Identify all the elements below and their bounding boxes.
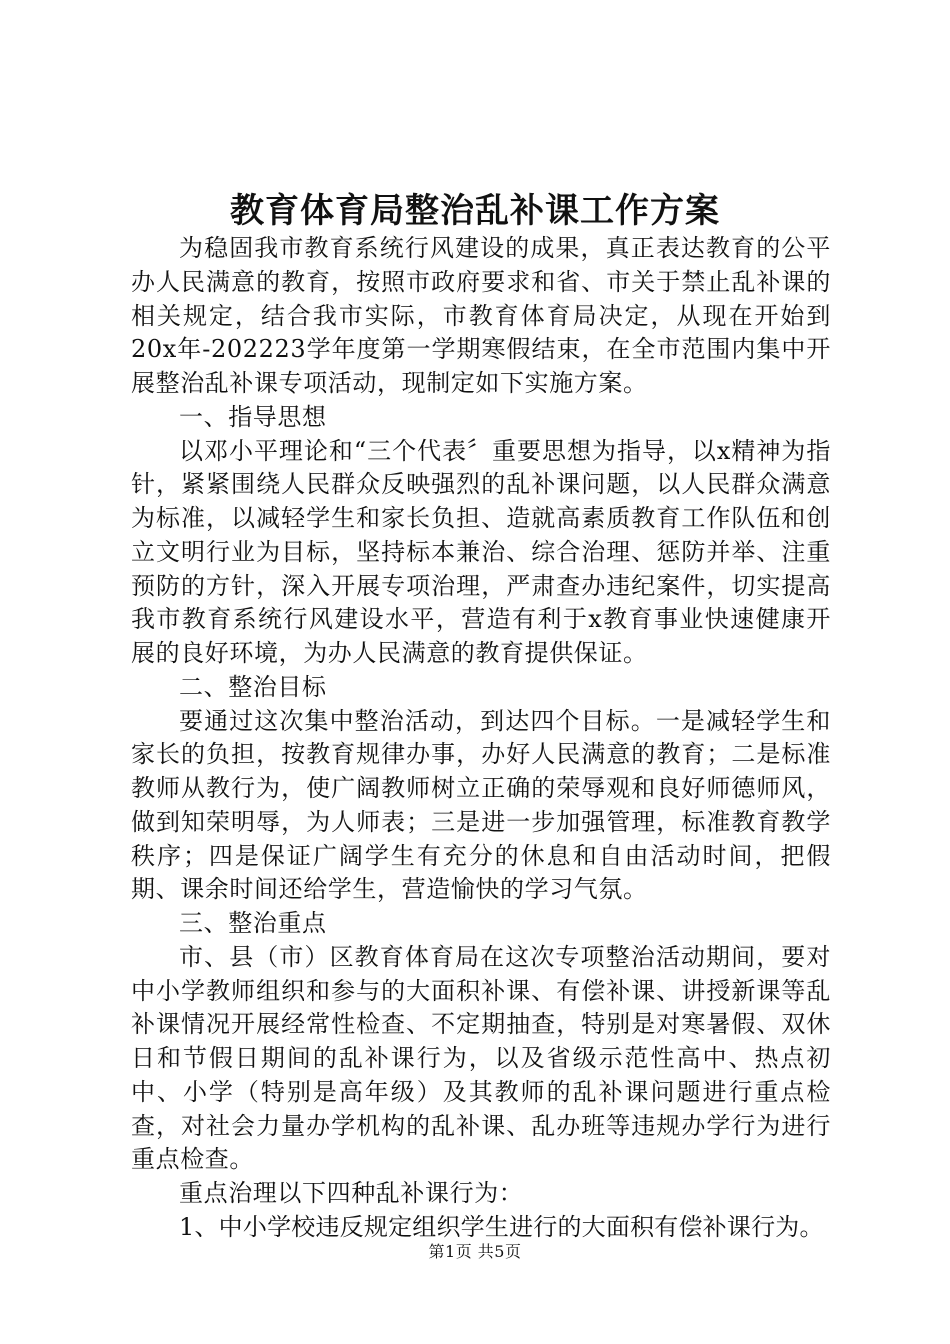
section-heading-focus: 三、整治重点 [179,909,327,937]
section-heading-guiding-ideology: 一、指导思想 [179,402,327,431]
goals-paragraph: 要通过这次集中整治活动，到达四个目标。一是减轻学生和家长的负担，按教育规律办事，办好人民满意的教育；二是标准教师从教行为，使广阔教师树立正确的荣辱观和良好师德师风，做到知荣明辱，为人师表；三是进一步加强管理，标准教育教学秩序；四是保证广阔学生有充分的休息和自由活动时间，把假期、课余时间还给学生，营造愉快的学习气氛。 [131,706,831,904]
behavior-item-1: 1、中小学校违反规定组织学生进行的大面积有偿补课行为。 [179,1212,824,1241]
page-footer: 第1页 共5页 [428,1242,522,1261]
guiding-ideology-paragraph: 以邓小平理论和“三个代表〞重要思想为指导，以x精神为指针，紧紧围绕人民群众反映强烈的乱补课问题，以人民群众满意为标准，以减轻学生和家长负担、造就高素质教育工作队伍和创立文明行业为目标，坚持标本兼治、综合治理、惩防并举、注重预防的方针，深入开展专项治理，严肃查办违纪案件，切实提高我市教育系统行风建设水平，营造有利于x教育事业快速健康开展的良好环境，为办人民满意的教育提供保证。 [131,436,831,667]
section-heading-goals: 二、整治目标 [179,672,327,701]
intro-paragraph: 为稳固我市教育系统行风建设的成果，真正表达教育的公平办人民满意的教育，按照市政府要求和省、市关于禁止乱补课的相关规定，结合我市实际，市教育体育局决定，从现在开始到20x年-202223学年度第一学期寒假结束，在全市范围内集中开展整治乱补课专项活动，现制定如下实施方案。 [131,234,831,397]
document-title: 教育体育局整治乱补课工作方案 [230,191,720,231]
behaviors-intro: 重点治理以下四种乱补课行为： [179,1179,524,1207]
document-body [131,232,831,1245]
focus-paragraph: 市、县（市）区教育体育局在这次专项整治活动期间，要对中小学教师组织和参与的大面积补课、有偿补课、讲授新课等乱补课情况开展经常性检查、不定期抽查，特别是对寒暑假、双休日和节假日期间的乱补课行为，以及省级示范性高中、热点初中、小学（特别是高年级）及其教师的乱补课问题进行重点检查，对社会力量办学机构的乱补课、乱办班等违规办学行为进行重点检查。 [131,942,831,1174]
